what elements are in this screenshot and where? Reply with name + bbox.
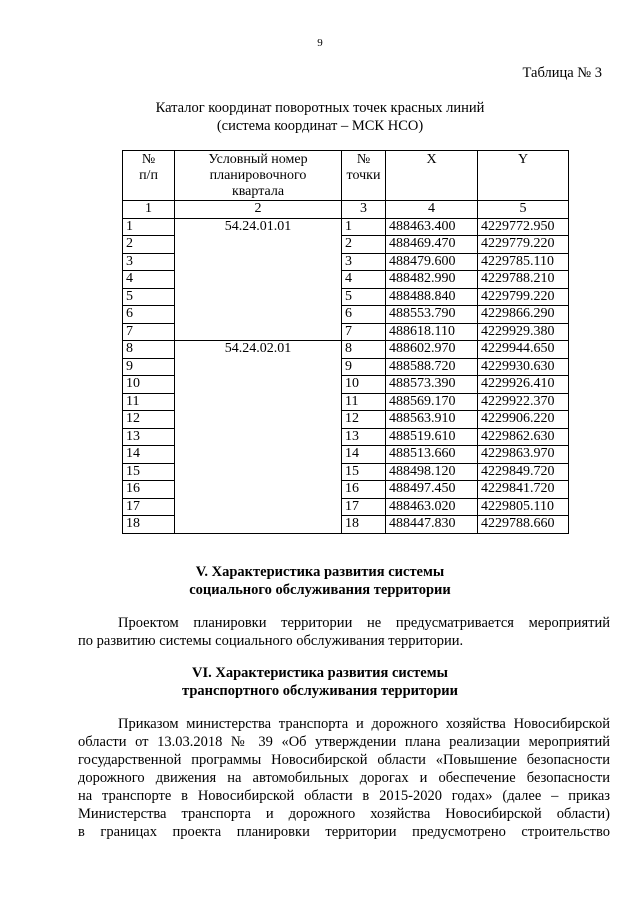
point-number: 4 bbox=[342, 271, 386, 289]
x-coordinate: 488519.610 bbox=[386, 428, 478, 446]
paragraph-line: Проектом планировки территории не предусматривается мероприятий bbox=[118, 615, 610, 631]
row-number: 14 bbox=[123, 446, 175, 464]
column-number-row bbox=[123, 201, 569, 219]
x-coordinate: 488618.110 bbox=[386, 323, 478, 341]
section-6-heading bbox=[0, 664, 640, 700]
x-coordinate: 488573.390 bbox=[386, 376, 478, 394]
x-coordinate: 488463.020 bbox=[386, 498, 478, 516]
table-row bbox=[123, 218, 569, 236]
heading-line: VI. Характеристика развития системы bbox=[192, 665, 448, 681]
point-number: 8 bbox=[342, 341, 386, 359]
header-quarter bbox=[175, 151, 342, 201]
page-number: 9 bbox=[317, 37, 323, 49]
row-number: 16 bbox=[123, 481, 175, 499]
y-coordinate: 4229788.210 bbox=[478, 271, 569, 289]
row-number: 15 bbox=[123, 463, 175, 481]
row-number: 3 bbox=[123, 253, 175, 271]
caption-line-2: (система координат – МСК НСО) bbox=[216, 118, 424, 134]
paragraph-line: Министерства транспорта и дорожного хозяйства Новосибирской области) bbox=[78, 806, 610, 822]
section-6-paragraph bbox=[78, 715, 610, 841]
header-num bbox=[123, 151, 175, 201]
point-number: 2 bbox=[342, 236, 386, 254]
point-number: 11 bbox=[342, 393, 386, 411]
x-coordinate: 488482.990 bbox=[386, 271, 478, 289]
header-point-line: № bbox=[356, 152, 371, 167]
quarter-number: 54.24.01.01 bbox=[175, 218, 342, 341]
point-number: 3 bbox=[342, 253, 386, 271]
column-number: 1 bbox=[123, 201, 175, 219]
paragraph-line: области от 13.03.2018 № 39 «Об утверждении плана реализации мероприятий bbox=[78, 734, 610, 750]
y-coordinate: 4229841.720 bbox=[478, 481, 569, 499]
point-number: 15 bbox=[342, 463, 386, 481]
column-number: 5 bbox=[478, 201, 569, 219]
paragraph-line: дорожного движения на автомобильных дорогах и обеспечение безопасности bbox=[78, 770, 610, 786]
paragraph-line: Приказом министерства транспорта и дорожного хозяйства Новосибирской bbox=[118, 716, 610, 732]
column-number: 2 bbox=[175, 201, 342, 219]
point-number: 16 bbox=[342, 481, 386, 499]
table-body bbox=[123, 201, 569, 534]
point-number: 17 bbox=[342, 498, 386, 516]
point-number: 7 bbox=[342, 323, 386, 341]
row-number: 9 bbox=[123, 358, 175, 376]
paragraph-line: государственной программы Новосибирской области «Повышение безопасности bbox=[78, 752, 610, 768]
header-quarter-line: планировочного bbox=[209, 168, 307, 183]
y-coordinate: 4229926.410 bbox=[478, 376, 569, 394]
table-caption bbox=[0, 99, 640, 135]
row-number: 4 bbox=[123, 271, 175, 289]
point-number: 13 bbox=[342, 428, 386, 446]
heading-line: социального обслуживания территории bbox=[189, 582, 451, 598]
y-coordinate: 4229799.220 bbox=[478, 288, 569, 306]
table-label: Таблица № 3 bbox=[522, 65, 602, 81]
y-coordinate: 4229772.950 bbox=[478, 218, 569, 236]
y-coordinate: 4229866.290 bbox=[478, 306, 569, 324]
y-coordinate: 4229805.110 bbox=[478, 498, 569, 516]
y-coordinate: 4229929.380 bbox=[478, 323, 569, 341]
paragraph-line: по развитию системы социального обслуживания территории. bbox=[78, 633, 464, 649]
row-number: 2 bbox=[123, 236, 175, 254]
y-coordinate: 4229788.660 bbox=[478, 516, 569, 534]
point-number: 5 bbox=[342, 288, 386, 306]
row-number: 7 bbox=[123, 323, 175, 341]
x-coordinate: 488553.790 bbox=[386, 306, 478, 324]
paragraph-line: на транспорте в Новосибирской области в 2015-2020 годах» (далее – приказ bbox=[78, 788, 610, 804]
y-coordinate: 4229849.720 bbox=[478, 463, 569, 481]
point-number: 14 bbox=[342, 446, 386, 464]
point-number: 18 bbox=[342, 516, 386, 534]
paragraph-line: в границах проекта планировки территории предусмотрено строительство bbox=[78, 824, 610, 840]
row-number: 17 bbox=[123, 498, 175, 516]
header-quarter-line: квартала bbox=[231, 184, 285, 199]
point-number: 12 bbox=[342, 411, 386, 429]
row-number: 8 bbox=[123, 341, 175, 359]
quarter-number: 54.24.02.01 bbox=[175, 341, 342, 534]
row-number: 1 bbox=[123, 218, 175, 236]
header-num-line: п/п bbox=[139, 168, 158, 183]
y-coordinate: 4229863.970 bbox=[478, 446, 569, 464]
x-coordinate: 488513.660 bbox=[386, 446, 478, 464]
y-coordinate: 4229930.630 bbox=[478, 358, 569, 376]
header-y: Y bbox=[478, 151, 569, 201]
heading-line: V. Характеристика развития системы bbox=[195, 564, 445, 580]
x-coordinate: 488488.840 bbox=[386, 288, 478, 306]
caption-line-1: Каталог координат поворотных точек красных линий bbox=[155, 100, 485, 116]
x-coordinate: 488463.400 bbox=[386, 218, 478, 236]
x-coordinate: 488588.720 bbox=[386, 358, 478, 376]
y-coordinate: 4229862.630 bbox=[478, 428, 569, 446]
y-coordinate: 4229944.650 bbox=[478, 341, 569, 359]
x-coordinate: 488602.970 bbox=[386, 341, 478, 359]
header-point-line: точки bbox=[346, 168, 381, 183]
y-coordinate: 4229785.110 bbox=[478, 253, 569, 271]
section-5-heading bbox=[0, 563, 640, 599]
x-coordinate: 488447.830 bbox=[386, 516, 478, 534]
x-coordinate: 488479.600 bbox=[386, 253, 478, 271]
row-number: 10 bbox=[123, 376, 175, 394]
x-coordinate: 488569.170 bbox=[386, 393, 478, 411]
row-number: 11 bbox=[123, 393, 175, 411]
column-number: 4 bbox=[386, 201, 478, 219]
x-coordinate: 488498.120 bbox=[386, 463, 478, 481]
point-number: 9 bbox=[342, 358, 386, 376]
x-coordinate: 488563.910 bbox=[386, 411, 478, 429]
x-coordinate: 488497.450 bbox=[386, 481, 478, 499]
header-quarter-line: Условный номер bbox=[208, 152, 308, 167]
x-coordinate: 488469.470 bbox=[386, 236, 478, 254]
row-number: 12 bbox=[123, 411, 175, 429]
row-number: 6 bbox=[123, 306, 175, 324]
point-number: 1 bbox=[342, 218, 386, 236]
row-number: 13 bbox=[123, 428, 175, 446]
point-number: 6 bbox=[342, 306, 386, 324]
point-number: 10 bbox=[342, 376, 386, 394]
header-num-line: № bbox=[141, 152, 156, 167]
y-coordinate: 4229779.220 bbox=[478, 236, 569, 254]
row-number: 18 bbox=[123, 516, 175, 534]
header-point bbox=[342, 151, 386, 201]
coordinates-table bbox=[122, 150, 569, 534]
column-number: 3 bbox=[342, 201, 386, 219]
y-coordinate: 4229922.370 bbox=[478, 393, 569, 411]
row-number: 5 bbox=[123, 288, 175, 306]
y-coordinate: 4229906.220 bbox=[478, 411, 569, 429]
header-x: X bbox=[386, 151, 478, 201]
table-row bbox=[123, 341, 569, 359]
heading-line: транспортного обслуживания территории bbox=[182, 683, 458, 699]
section-5-paragraph bbox=[78, 614, 610, 650]
table-header-row bbox=[123, 151, 569, 201]
